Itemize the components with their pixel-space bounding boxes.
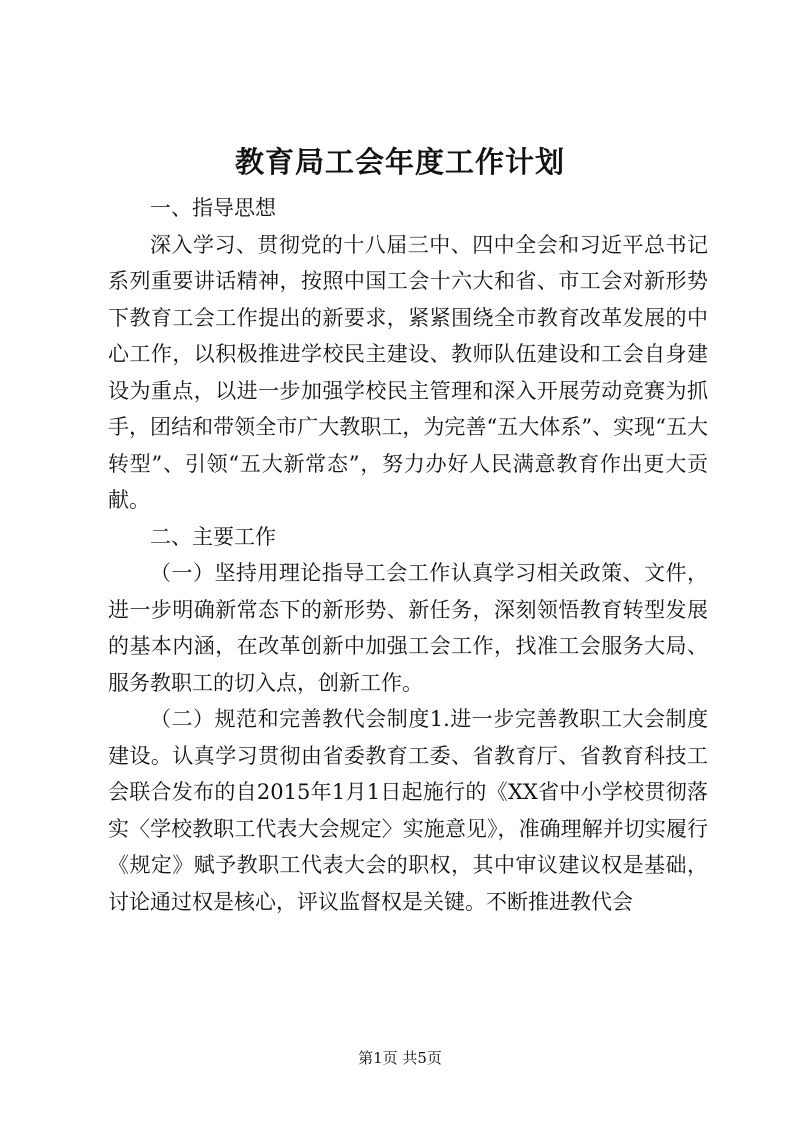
paragraph-guiding-thought: 深入学习、贯彻党的十八届三中、四中全会和习近平总书记系列重要讲话精神，按照中国工会十六大和省、市工会对新形势下教育工会工作提出的新要求，紧紧围绕全市教育改革发展的中心工作，以积极推进学校民主建设、教师队伍建设和工会自身建设为重点，以进一步加强学校民主管理和深入开展劳动竞赛为抓手，团结和带领全市广大教职工，为完善“五大体系”、实现“五大转型”、引领“五大新常态”，努力办好人民满意教育作出更大贡献。 xyxy=(108,232,708,512)
document-body xyxy=(108,190,708,920)
section-heading-main-work: 二、主要工作 xyxy=(150,524,276,549)
section-heading-guiding-thought: 一、指导思想 xyxy=(150,196,276,220)
paragraph-item-1: （一）坚持用理论指导工会工作认真学习相关政策、文件，进一步明确新常态下的新形势、新任务，深刻领悟教育转型发展的基本内涵，在改革创新中加强工会工作，找准工会服务大局、服务教职工的切入点，创新工作。 xyxy=(108,561,708,695)
page-footer: 第1页 共5页 xyxy=(358,1049,442,1067)
document-title: 教育局工会年度工作计划 xyxy=(234,145,565,179)
paragraph-item-2: （二）规范和完善教代会制度1.进一步完善教职工大会制度建设。认真学习贯彻由省委教育工委、省教育厅、省教育科技工会联合发布的自2015年1月1日起施行的《XX省中小学校贯彻落实〈学校教职工代表大会规定〉实施意见》，准确理解并切实履行《规定》赋予教职工代表大会的职权，其中审议建议权是基础，讨论通过权是核心，评议监督权是关键。不断推进教代会 xyxy=(108,707,708,914)
